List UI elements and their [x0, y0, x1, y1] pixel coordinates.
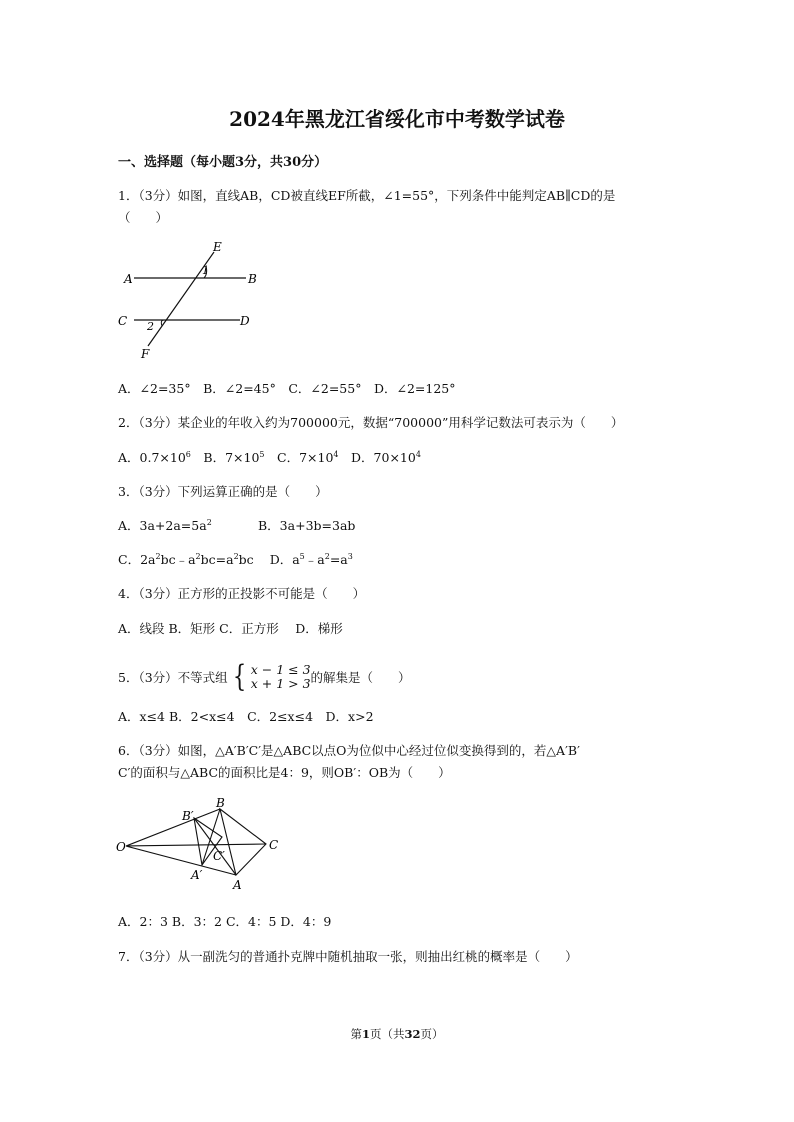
question-6-stem: 6．（3分）如图，△A′B′C′是△ABC以点O为位似中心经过位似变换得到的，若△A′B′ — [118, 743, 580, 758]
page-footer — [0, 1028, 794, 1042]
brace-glyph: { — [232, 659, 246, 694]
section-heading: 一、选择题（每小题3分，共30分） — [118, 155, 328, 170]
question-3-options-cd — [118, 552, 353, 567]
question-2-stem: 2．（3分）某企业的年收入约为700000元，数据“700000”用科学记数法可表示为（ ） — [118, 415, 624, 430]
question-4-options: A．线段 B．矩形 C．正方形 D．梯形 — [118, 621, 343, 636]
question-5-stem-post: 的解集是（ ） — [310, 670, 411, 685]
label-b: B — [248, 272, 257, 286]
segment-bprime-a — [194, 818, 236, 875]
label-a-prime: A′ — [191, 868, 203, 882]
option-a: A．3a+2a=5a — [118, 518, 207, 534]
page-title: 2024年黑龙江省绥化市中考数学试卷 — [229, 107, 565, 131]
question-3-stem: 3．（3分）下列运算正确的是（ ） — [118, 484, 328, 499]
question-1-stem-paren: （ ） — [118, 210, 169, 225]
label-d: D — [240, 314, 250, 328]
option-b-exponent: 5 — [259, 450, 265, 459]
footer-pre: 第 — [350, 1027, 362, 1041]
triangle-abc — [220, 809, 266, 875]
option-d-part: ﹣a — [304, 552, 325, 568]
option-c-exponent: 2 — [195, 552, 201, 561]
question-3-option-a — [118, 518, 212, 533]
option-d: D．70×10 — [338, 450, 416, 466]
option-b: B．7×10 — [190, 450, 260, 466]
option-a: A．0.7×10 — [118, 450, 186, 466]
option-a-exponent: 6 — [185, 450, 191, 459]
inequality-system — [251, 663, 311, 692]
question-5-options: A．x≤4 B．2<x≤4 C．2≤x≤4 D．x>2 — [118, 709, 374, 724]
option-d-exponent: 3 — [347, 552, 353, 561]
label-c-prime: C′ — [213, 849, 225, 863]
label-c: C — [118, 314, 128, 328]
label-o: O — [116, 840, 126, 854]
ray-oc — [126, 844, 266, 846]
question-4-stem: 4．（3分）正方形的正投影不可能是（ ） — [118, 586, 366, 601]
label-f: F — [141, 347, 150, 361]
option-c-part: C．2a — [118, 552, 156, 568]
option-c-exponent: 2 — [155, 552, 161, 561]
footer-page-number: 1 — [361, 1027, 370, 1041]
inequality-1: x − 1 ≤ 3 — [250, 661, 311, 677]
option-c-part: bc=a — [200, 552, 234, 568]
question-5-stem-pre: 5．（3分）不等式组 — [118, 670, 228, 685]
question-7-stem: 7．（3分）从一副洗匀的普通扑克牌中随机抽取一张，则抽出红桃的概率是（ ） — [118, 949, 578, 964]
label-e: E — [213, 240, 222, 254]
option-a-exponent: 2 — [206, 518, 212, 527]
option-c-part: bc﹣a — [160, 552, 196, 568]
label-angle-2: 2 — [147, 320, 154, 333]
label-a: A — [124, 272, 133, 286]
question-6-figure — [116, 796, 286, 896]
question-1-figure — [118, 240, 278, 365]
label-b-prime: B′ — [182, 809, 194, 823]
question-3-option-b: B．3a+3b=3ab — [258, 518, 356, 533]
option-d-part: D．a — [269, 552, 300, 568]
option-c-exponent: 2 — [233, 552, 239, 561]
option-d-exponent: 5 — [299, 552, 305, 561]
label-b: B — [216, 796, 225, 810]
option-d-exponent: 2 — [324, 552, 330, 561]
option-c-exponent: 4 — [333, 450, 339, 459]
option-d-part: =a — [329, 552, 348, 568]
ray-ob — [126, 809, 220, 846]
question-2-options — [118, 450, 421, 465]
footer-total-pages: 32 — [404, 1027, 421, 1041]
option-c: C．7×10 — [264, 450, 334, 466]
inequality-2: x + 1 > 3 — [250, 676, 311, 691]
option-c-part: bc — [238, 552, 254, 568]
option-d-exponent: 4 — [415, 450, 421, 459]
question-6-stem-line2: C′的面积与△ABC的面积比是4：9，则OB′：OB为（ ） — [118, 765, 451, 780]
footer-post: 页） — [420, 1027, 444, 1041]
question-1-options: A．∠2=35° B．∠2=45° C．∠2=55° D．∠2=125° — [118, 381, 456, 396]
question-1-stem: 1．（3分）如图，直线AB，CD被直线EF所截，∠1=55°，下列条件中能判定AB∥CD的是 — [118, 188, 616, 203]
label-a: A — [233, 878, 242, 892]
label-angle-1: 1 — [202, 264, 209, 277]
question-6-options: A．2：3 B．3：2 C．4：5 D．4：9 — [118, 914, 332, 929]
footer-mid: 页（共 — [370, 1027, 405, 1041]
label-c: C — [269, 838, 279, 852]
question-5-stem — [118, 659, 411, 694]
